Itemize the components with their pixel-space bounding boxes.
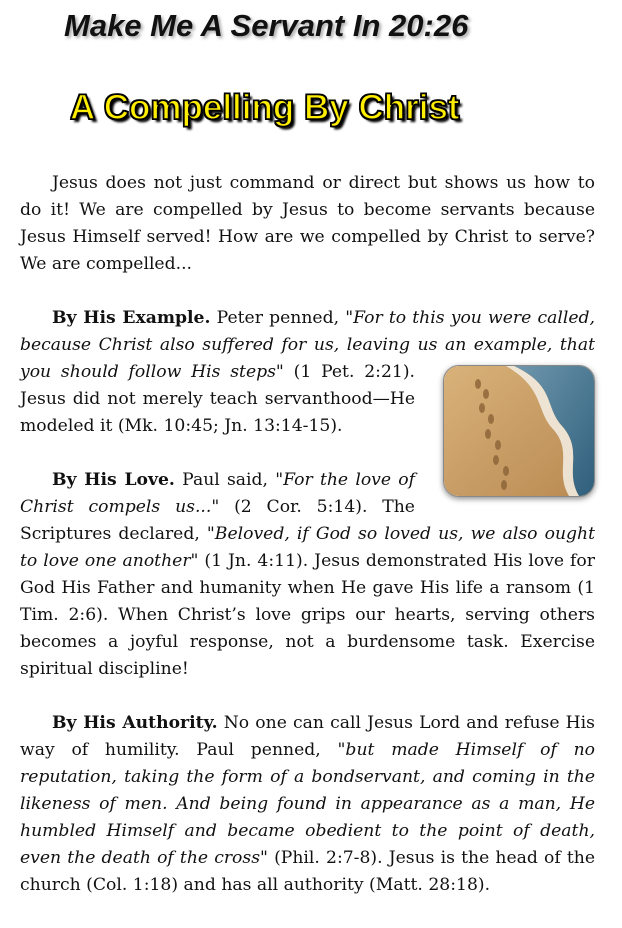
example-lead: Peter penned, [210, 308, 346, 328]
footprints-illustration [444, 366, 594, 496]
intro-text: Jesus does not just command or direct but shows us how to do it! We are compelled by Jesus to become servants because Jesus Himself served! How are we compelled by Christ to serve? We are compelled... [20, 173, 595, 274]
authority-heading: By His Authority. [52, 713, 218, 733]
example-quote: "For to this you were called, because Christ also suffered for us, leaving us an example, that you should follow His steps" [20, 308, 595, 382]
authority-paragraph [20, 710, 595, 899]
love-mid: (2 Cor. 5:14). The Scriptures declared, [20, 497, 415, 544]
love-quote-1: "For the love of Christ compels us..." [20, 470, 415, 517]
love-quote-2: "Beloved, if God so loved us, we also ought to love one another" [20, 524, 595, 571]
authority-rest: (Phil. 2:7-8). Jesus is the head of the church (Col. 1:18) and has all authority (Matt. 28:18). [20, 848, 595, 895]
love-rest: (1 Jn. 4:11). Jesus demonstrated His love for God His Father and humanity when He gave His life a ransom (1 Tim. 2:6). When Christ’s love grips our hearts, serving others becomes a joyful response, not a burdensome task. Exercise spiritual discipline! [20, 551, 595, 679]
example-paragraph [20, 305, 595, 440]
page-title: Make Me A Servant In 20:26 [64, 8, 469, 43]
example-heading: By His Example. [52, 308, 211, 328]
love-paragraph [20, 467, 595, 683]
article-body [20, 170, 595, 926]
example-rest: (1 Pet. 2:21). Jesus did not merely teach servanthood—He modeled it (Mk. 10:45; Jn. 13:14-15). [20, 362, 415, 436]
authority-lead: No one can call Jesus Lord and refuse His way of humility. Paul penned, [20, 713, 595, 760]
page-subtitle: A Compelling By Christ [70, 88, 460, 127]
intro-paragraph [20, 170, 595, 278]
footprints-image [443, 365, 595, 497]
love-lead: Paul said, [174, 470, 276, 490]
authority-quote: "but made Himself of no reputation, taking the form of a bondservant, and coming in the likeness of men. And being found in appearance as a man, He humbled Himself and became obedient to the point of death, even the death of the cross" [20, 740, 595, 868]
love-heading: By His Love. [52, 470, 175, 490]
